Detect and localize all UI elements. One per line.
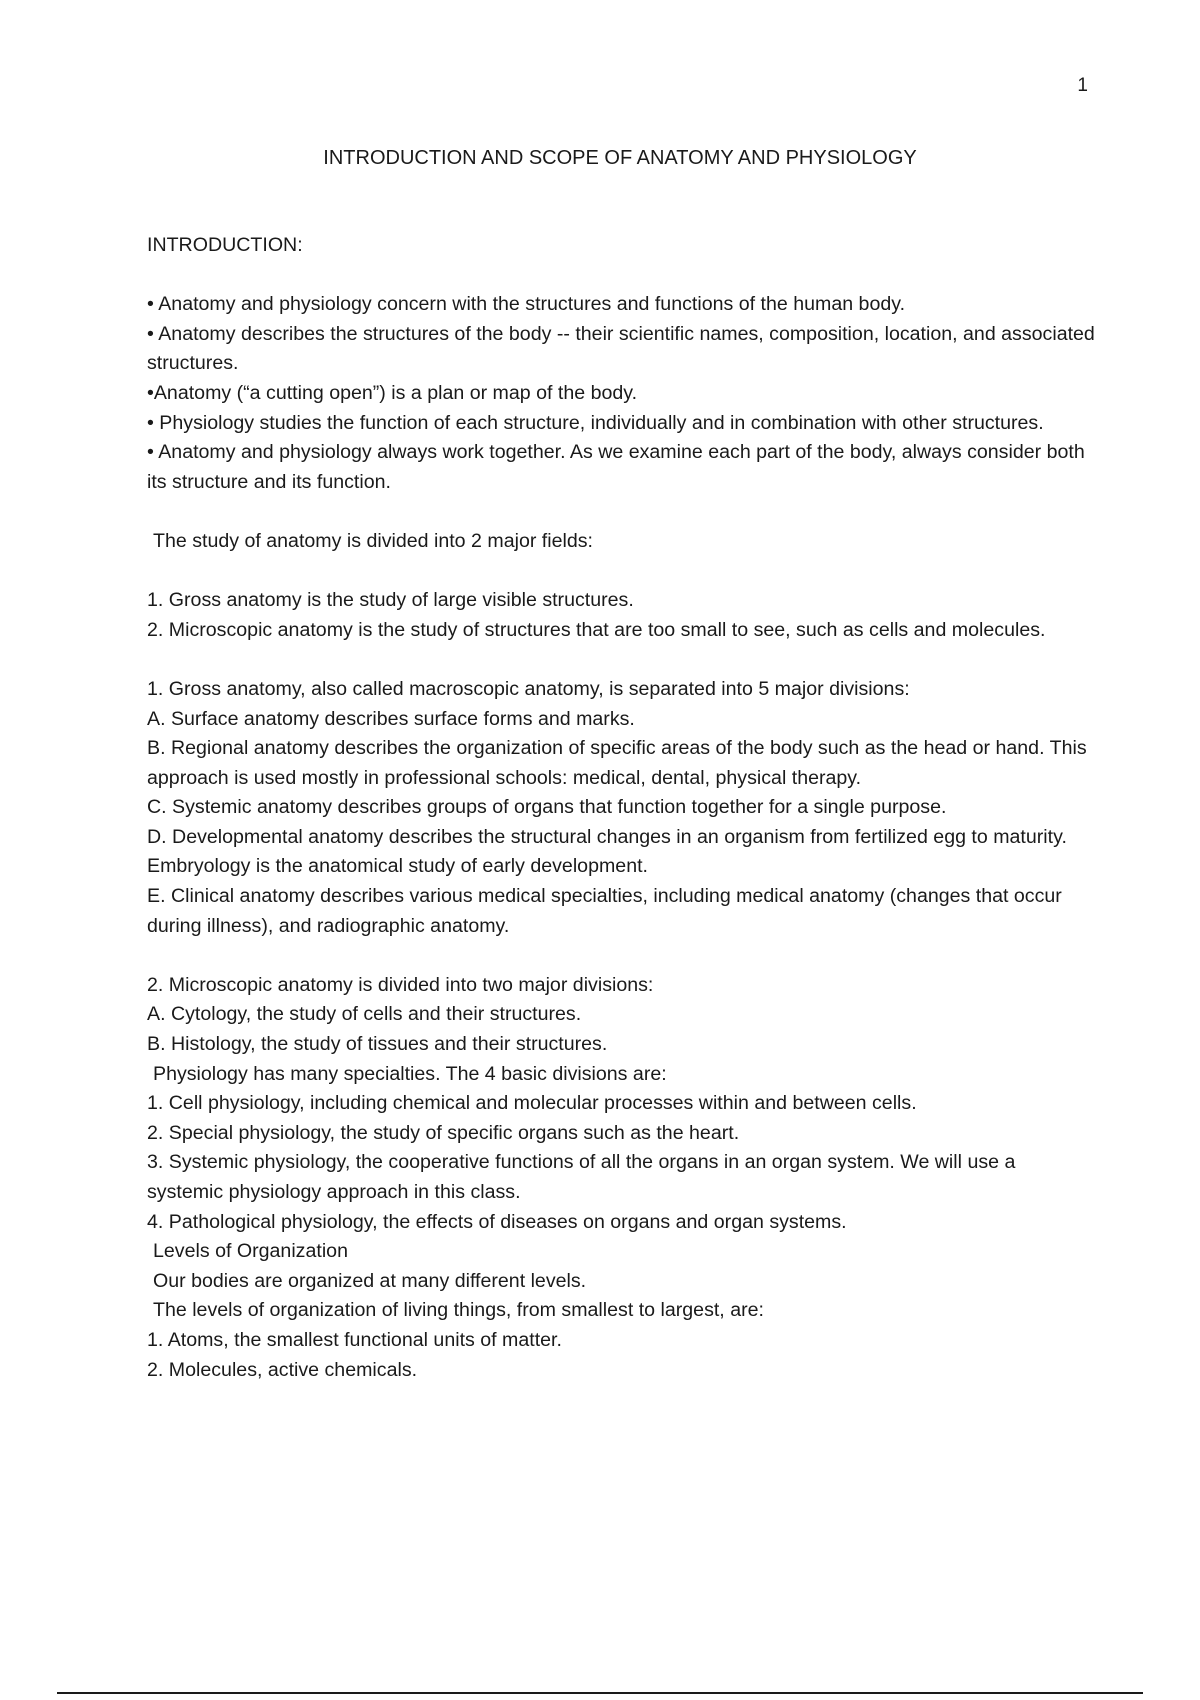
page-number: 1 bbox=[1077, 75, 1088, 96]
gross-anatomy-item: E. Clinical anatomy describes various medical specialties, including medical anatomy (changes that occur during illness), and radiographic anatomy. bbox=[147, 885, 1062, 937]
physiology-item: 3. Systemic physiology, the cooperative functions of all the organs in an organ system. We will use a systemic physiology approach in this class. bbox=[147, 1151, 1016, 1203]
fields-lead: The study of anatomy is divided into 2 major fields: bbox=[153, 529, 593, 552]
levels-heading: Levels of Organization bbox=[153, 1240, 348, 1263]
bottom-rule bbox=[57, 1692, 1143, 1694]
physiology-item: 1. Cell physiology, including chemical and molecular processes within and between cells. bbox=[147, 1092, 917, 1115]
introduction-heading: INTRODUCTION: bbox=[147, 234, 303, 256]
levels-item: 2. Molecules, active chemicals. bbox=[147, 1358, 418, 1381]
microscopic-anatomy-lead: 2. Microscopic anatomy is divided into two major divisions: bbox=[147, 973, 654, 996]
fields-item: 1. Gross anatomy is the study of large visible structures. bbox=[147, 589, 634, 612]
physiology-lead: Physiology has many specialties. The 4 basic divisions are: bbox=[153, 1062, 667, 1085]
levels-line: The levels of organization of living things, from smallest to largest, are: bbox=[153, 1299, 764, 1322]
document-body bbox=[147, 231, 1097, 1385]
fields-item: 2. Microscopic anatomy is the study of structures that are too small to see, such as cells and molecules. bbox=[147, 618, 1046, 641]
gross-anatomy-item: A. Surface anatomy describes surface forms and marks. bbox=[147, 707, 635, 730]
physiology-item: 2. Special physiology, the study of specific organs such as the heart. bbox=[147, 1121, 740, 1144]
levels-item: 1. Atoms, the smallest functional units of matter. bbox=[147, 1328, 562, 1351]
intro-bullet: • Anatomy and physiology always work together. As we examine each part of the body, always consider both its structure and its function. bbox=[147, 441, 1085, 493]
gross-anatomy-item: D. Developmental anatomy describes the structural changes in an organism from fertilized egg to maturity. Embryology is the anatomical study of early development. bbox=[147, 825, 1067, 878]
gross-anatomy-lead: 1. Gross anatomy, also called macroscopic anatomy, is separated into 5 major divisions: bbox=[147, 677, 910, 700]
intro-bullet: • Anatomy and physiology concern with the structures and functions of the human body. bbox=[147, 293, 906, 316]
intro-bullet: • Physiology studies the function of each structure, individually and in combination with other structures. bbox=[147, 411, 1044, 434]
intro-bullet: • Anatomy describes the structures of the body -- their scientific names, composition, location, and associated structures. bbox=[147, 322, 1095, 375]
microscopic-anatomy-item: A. Cytology, the study of cells and their structures. bbox=[147, 1003, 582, 1026]
document-title: INTRODUCTION AND SCOPE OF ANATOMY AND PHYSIOLOGY bbox=[323, 147, 917, 169]
physiology-item: 4. Pathological physiology, the effects of diseases on organs and organ systems. bbox=[147, 1210, 847, 1233]
microscopic-anatomy-item: B. Histology, the study of tissues and their structures. bbox=[147, 1033, 608, 1056]
gross-anatomy-item: C. Systemic anatomy describes groups of organs that function together for a single purpose. bbox=[147, 796, 947, 819]
levels-line: Our bodies are organized at many different levels. bbox=[153, 1269, 587, 1292]
gross-anatomy-item: B. Regional anatomy describes the organization of specific areas of the body such as the head or hand. This approach is used mostly in professional schools: medical, dental, physical therapy. bbox=[147, 737, 1087, 789]
intro-bullet: •Anatomy (“a cutting open”) is a plan or map of the body. bbox=[147, 381, 638, 404]
